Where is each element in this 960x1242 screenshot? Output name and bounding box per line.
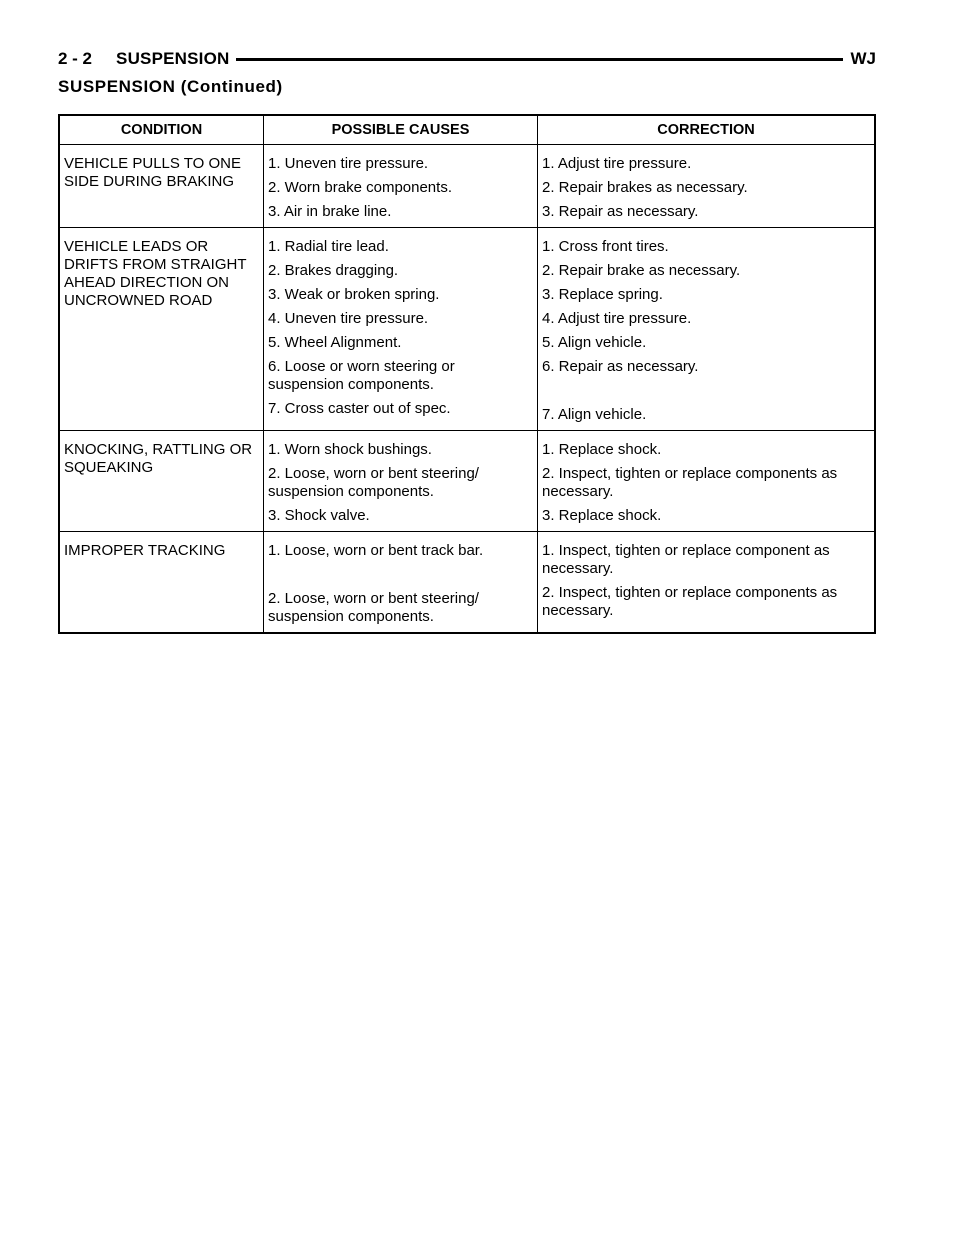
correction-item: 2. Repair brake as necessary. bbox=[542, 262, 741, 279]
table-row bbox=[59, 431, 875, 532]
cause-item: 1. Loose, worn or bent track bar. bbox=[268, 542, 484, 559]
correction-item: 2. Inspect, tighten or replace components as necessary. bbox=[542, 465, 838, 500]
condition-cell: VEHICLE PULLS TO ONE SIDE DURING BRAKING bbox=[59, 145, 264, 228]
correction-item: 6. Repair as necessary. bbox=[542, 358, 699, 375]
cause-item: 1. Worn shock bushings. bbox=[268, 441, 432, 458]
correction-item: 7. Align vehicle. bbox=[542, 406, 647, 423]
cause-item: 5. Wheel Alignment. bbox=[268, 334, 402, 351]
corrections-cell bbox=[538, 431, 876, 532]
causes-cell bbox=[264, 431, 538, 532]
correction-item: 1. Adjust tire pressure. bbox=[542, 155, 692, 172]
cause-item: 4. Uneven tire pressure. bbox=[268, 310, 429, 327]
causes-cell bbox=[264, 228, 538, 431]
condition-cell: KNOCKING, RATTLING OR SQUEAKING bbox=[59, 431, 264, 532]
cause-item: 3. Shock valve. bbox=[268, 507, 370, 524]
model-code: WJ bbox=[850, 49, 876, 68]
cause-item: 2. Worn brake components. bbox=[268, 179, 452, 196]
header-rule bbox=[236, 58, 843, 61]
page-header bbox=[58, 46, 876, 72]
corrections-cell bbox=[538, 228, 876, 431]
correction-item: 1. Cross front tires. bbox=[542, 238, 669, 255]
condition-cell: IMPROPER TRACKING bbox=[59, 532, 264, 634]
cause-item: 2. Loose, worn or bent steering/ suspension components. bbox=[268, 590, 479, 625]
page-subtitle: SUSPENSION (Continued) bbox=[58, 77, 283, 96]
cause-item: 6. Loose or worn steering or suspension components. bbox=[268, 358, 455, 393]
causes-cell bbox=[264, 145, 538, 228]
section-title: SUSPENSION bbox=[116, 49, 230, 68]
column-header-condition: CONDITION bbox=[59, 115, 264, 145]
cause-item: 3. Air in brake line. bbox=[268, 203, 392, 220]
correction-item: 2. Repair brakes as necessary. bbox=[542, 179, 748, 196]
table-row bbox=[59, 145, 875, 228]
diagnosis-table bbox=[58, 114, 876, 634]
condition-cell: VEHICLE LEADS OR DRIFTS FROM STRAIGHT AHEAD DIRECTION ON UNCROWNED ROAD bbox=[59, 228, 264, 431]
column-header-correction: CORRECTION bbox=[538, 115, 876, 145]
causes-cell bbox=[264, 532, 538, 634]
table-row bbox=[59, 228, 875, 431]
table-row bbox=[59, 532, 875, 634]
corrections-cell bbox=[538, 145, 876, 228]
correction-item: 3. Repair as necessary. bbox=[542, 203, 699, 220]
cause-item: 2. Loose, worn or bent steering/ suspension components. bbox=[268, 465, 479, 500]
correction-item: 4. Adjust tire pressure. bbox=[542, 310, 692, 327]
cause-item: 2. Brakes dragging. bbox=[268, 262, 399, 279]
column-header-causes: POSSIBLE CAUSES bbox=[264, 115, 538, 145]
correction-item: 1. Replace shock. bbox=[542, 441, 662, 458]
correction-item: 2. Inspect, tighten or replace components as necessary. bbox=[542, 584, 838, 619]
correction-item: 1. Inspect, tighten or replace component as necessary. bbox=[542, 542, 830, 577]
cause-item: 1. Radial tire lead. bbox=[268, 238, 389, 255]
cause-item: 1. Uneven tire pressure. bbox=[268, 155, 429, 172]
corrections-cell bbox=[538, 532, 876, 634]
cause-item: 3. Weak or broken spring. bbox=[268, 286, 440, 303]
correction-item: 5. Align vehicle. bbox=[542, 334, 647, 351]
correction-item: 3. Replace spring. bbox=[542, 286, 663, 303]
cause-item: 7. Cross caster out of spec. bbox=[268, 400, 451, 417]
table-header-row bbox=[59, 115, 875, 145]
page-number: 2 - 2 bbox=[58, 49, 93, 68]
correction-item: 3. Replace shock. bbox=[542, 507, 662, 524]
